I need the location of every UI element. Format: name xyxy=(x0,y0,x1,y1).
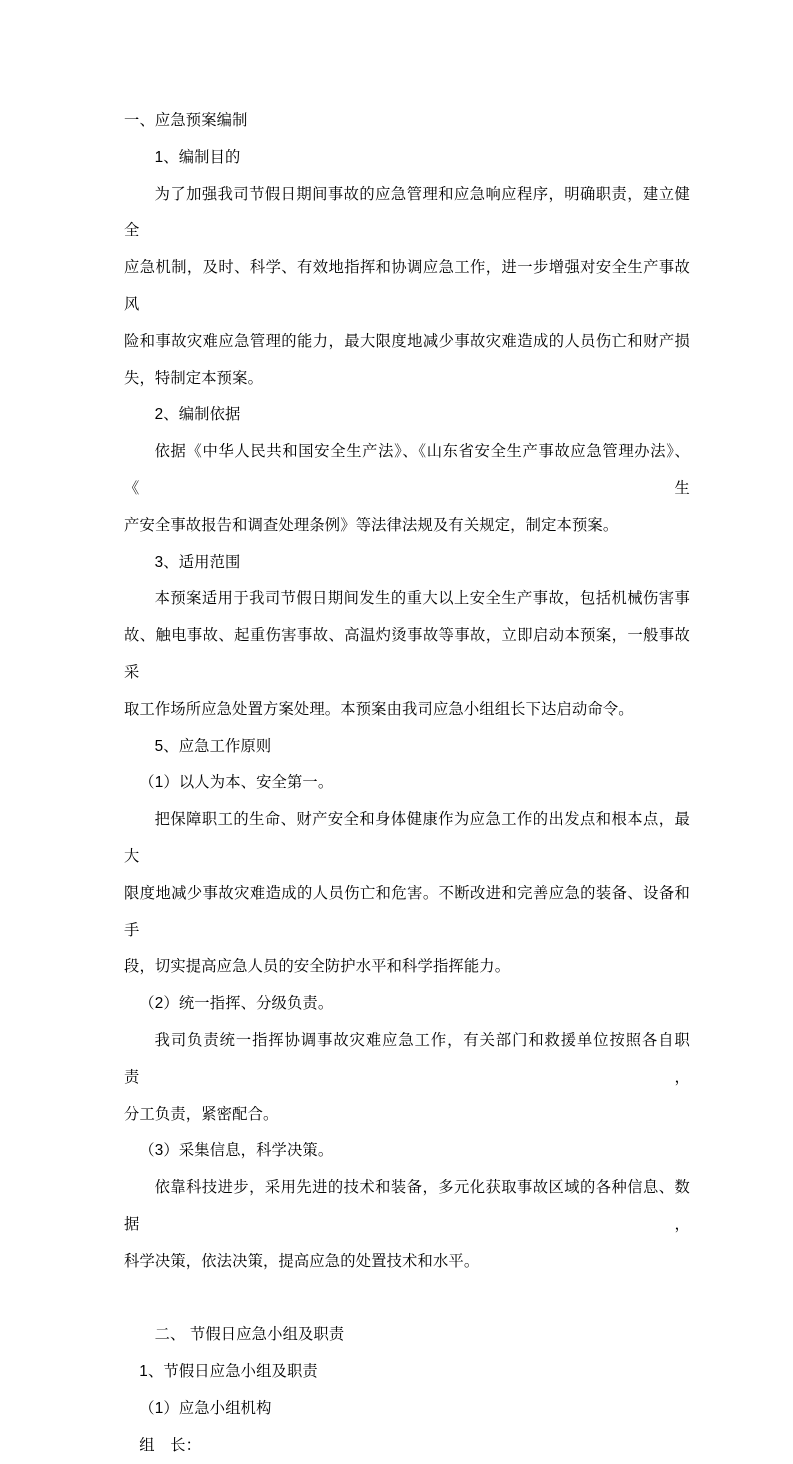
paragraph-line: 科学决策，依法决策，提高应急的处置技术和水平。 xyxy=(124,1252,480,1270)
sub-heading-compilation-basis: 2、编制依据 xyxy=(154,406,241,424)
paragraph-line: 失，特制定本预案。 xyxy=(124,369,264,387)
section-spacer xyxy=(124,1281,690,1318)
field-team-leader: 组 长： xyxy=(139,1436,202,1454)
paragraph-line: 段，切实提高应急人员的安全防护水平和科学指挥能力。 xyxy=(124,958,511,976)
document-body xyxy=(124,103,690,1464)
paragraph-line: 产安全事故报告和调查处理条例》等法律法规及有关规定，制定本预案。 xyxy=(124,516,619,534)
paragraph-line: 依靠科技进步，采用先进的技术和装备，多元化获取事故区域的各种信息、数据， xyxy=(124,1179,690,1233)
sub-heading-compilation-purpose: 1、编制目的 xyxy=(154,148,241,166)
list-item-principle-1: （1）以人为本、安全第一。 xyxy=(139,774,334,792)
paragraph-line: 依据《中华人民共和国安全生产法》、《山东省安全生产事故应急管理办法》、《生 xyxy=(124,443,690,497)
list-item-team-structure: （1）应急小组机构 xyxy=(139,1399,272,1417)
list-item-principle-2: （2）统一指挥、分级负责。 xyxy=(139,995,334,1013)
list-item-principle-3: （3）采集信息，科学决策。 xyxy=(139,1142,334,1160)
paragraph-line: 分工负责，紧密配合。 xyxy=(124,1105,279,1123)
section-heading-1: 一、应急预案编制 xyxy=(124,112,248,129)
paragraph-line: 我司负责统一指挥协调事故灾难应急工作，有关部门和救援单位按照各自职责， xyxy=(124,1031,690,1086)
paragraph-line: 险和事故灾难应急管理的能力，最大限度地减少事故灾难造成的人员伤亡和财产损 xyxy=(124,332,690,350)
sub-heading-scope: 3、适用范围 xyxy=(154,553,241,571)
paragraph-line: 限度地减少事故灾难造成的人员伤亡和危害。不断改进和完善应急的装备、设备和手 xyxy=(124,884,690,939)
paragraph-line: 为了加强我司节假日期间事故的应急管理和应急响应程序，明确职责，建立健全 xyxy=(124,185,690,240)
sub-heading-holiday-team: 1、节假日应急小组及职责 xyxy=(139,1363,318,1381)
paragraph-line: 把保障职工的生命、财产安全和身体健康作为应急工作的出发点和根本点，最大 xyxy=(124,811,690,865)
section-heading-2: 二、 节假日应急小组及职责 xyxy=(154,1326,345,1344)
paragraph-line: 故、触电事故、起重伤害事故、高温灼烫事故等事故，立即启动本预案，一般事故采 xyxy=(124,627,690,681)
paragraph-line: 取工作场所应急处置方案处理。本预案由我司应急小组组长下达启动命令。 xyxy=(124,700,634,718)
paragraph-line: 应急机制，及时、科学、有效地指挥和协调应急工作，进一步增强对安全生产事故风 xyxy=(124,259,690,313)
paragraph-line: 本预案适用于我司节假日期间发生的重大以上安全生产事故，包括机械伤害事 xyxy=(154,590,690,608)
sub-heading-work-principles: 5、应急工作原则 xyxy=(154,737,272,755)
